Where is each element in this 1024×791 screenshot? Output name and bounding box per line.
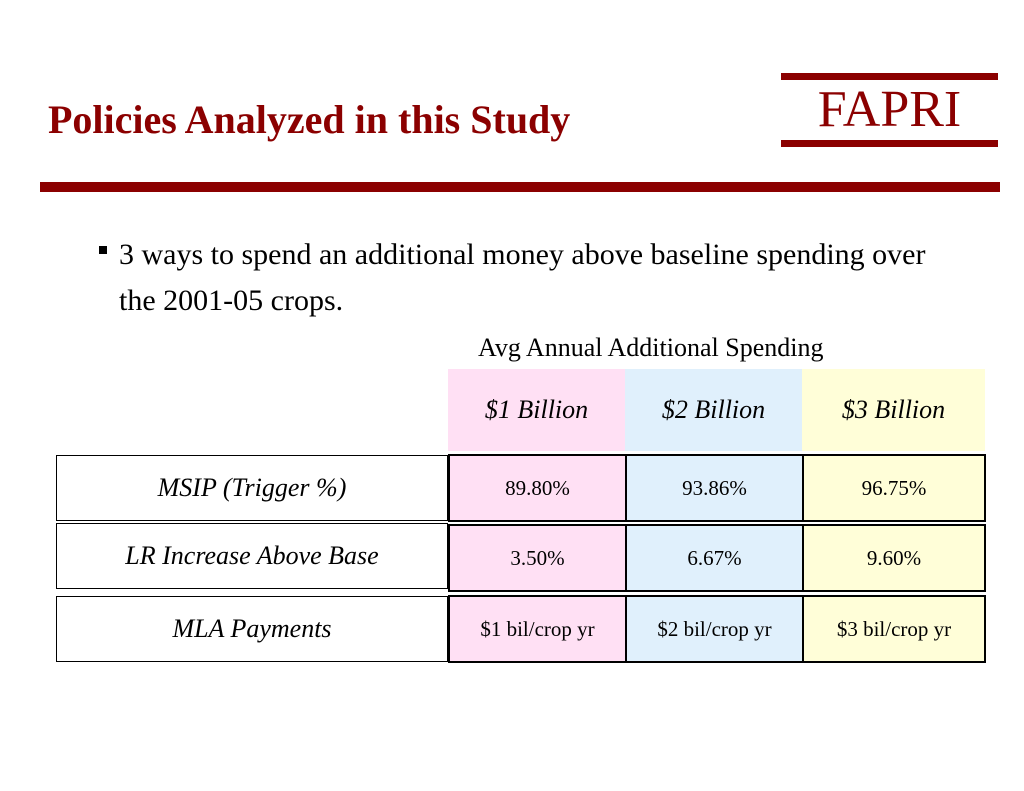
fapri-logo bbox=[781, 70, 998, 150]
logo-text: FAPRI bbox=[817, 81, 962, 138]
cell-lr-1: 3.50% bbox=[448, 524, 627, 592]
cell-mla-3: $3 bil/crop yr bbox=[802, 595, 986, 663]
cell-msip-1: 89.80% bbox=[448, 454, 627, 522]
title-divider bbox=[40, 182, 1000, 192]
cell-mla-2: $2 bil/crop yr bbox=[625, 595, 804, 663]
bullet-square-icon bbox=[99, 246, 107, 254]
table-caption: Avg Annual Additional Spending bbox=[478, 333, 824, 362]
cell-msip-2: 93.86% bbox=[625, 454, 804, 522]
row-label-text: MSIP (Trigger %) bbox=[157, 473, 347, 502]
cell-mla-1: $1 bil/crop yr bbox=[448, 595, 627, 663]
row-label-text: MLA Payments bbox=[172, 614, 332, 643]
logo-top-bar bbox=[781, 73, 998, 80]
row-label-lr-increase bbox=[56, 523, 448, 589]
row-label-mla-payments bbox=[56, 596, 448, 662]
slide-title: Policies Analyzed in this Study bbox=[48, 97, 571, 142]
column-header-1: $1 Billion bbox=[448, 369, 625, 451]
column-header-3: $3 Billion bbox=[802, 369, 985, 451]
logo-bottom-bar bbox=[781, 140, 998, 147]
bullet-text: 3 ways to spend an additional money above baseline spending over the 2001-05 crops. bbox=[119, 238, 926, 317]
cell-msip-3: 96.75% bbox=[802, 454, 986, 522]
cell-lr-2: 6.67% bbox=[625, 524, 804, 592]
cell-lr-3: 9.60% bbox=[802, 524, 986, 592]
row-label-msip bbox=[56, 455, 448, 521]
row-label-text: LR Increase Above Base bbox=[125, 541, 379, 570]
column-header-2: $2 Billion bbox=[625, 369, 802, 451]
